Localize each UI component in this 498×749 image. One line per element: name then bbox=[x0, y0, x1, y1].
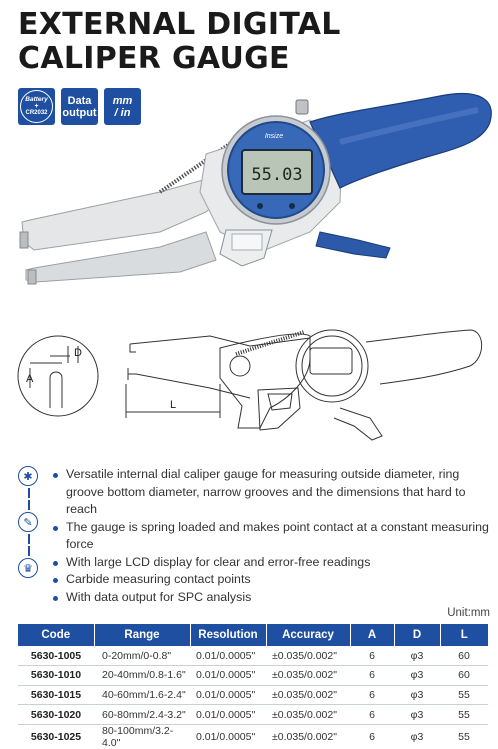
table-header-row bbox=[18, 624, 488, 646]
table-cell-range: 80-100mm/3.2-4.0" bbox=[94, 724, 190, 749]
units-badge: mm / in bbox=[104, 88, 141, 125]
header-d: D bbox=[394, 624, 440, 646]
list-item: With large LCD display for clear and error-free readings bbox=[52, 554, 492, 572]
diagram-lower-jaw bbox=[128, 374, 250, 398]
table-cell-l: 55 bbox=[440, 685, 488, 705]
icon-connector bbox=[28, 500, 30, 510]
table-row bbox=[18, 685, 488, 705]
finger-lever bbox=[316, 232, 390, 258]
dial-button-2 bbox=[289, 203, 295, 209]
icon-connector bbox=[28, 534, 30, 544]
table-cell-d: φ3 bbox=[394, 685, 440, 705]
brand-label: Insize bbox=[264, 133, 284, 140]
table-cell-a: 6 bbox=[350, 705, 394, 725]
dial-button-1 bbox=[257, 203, 263, 209]
lever-label bbox=[232, 234, 262, 250]
table-row bbox=[18, 705, 488, 725]
table-cell-range: 20-40mm/0.8-1.6" bbox=[94, 666, 190, 686]
table-cell-d: φ3 bbox=[394, 646, 440, 666]
diagram-body bbox=[220, 334, 310, 428]
header-code: Code bbox=[18, 624, 94, 646]
table-cell-l: 55 bbox=[440, 705, 488, 725]
table-cell-l: 60 bbox=[440, 666, 488, 686]
spec-table bbox=[18, 624, 488, 749]
diagram-lcd bbox=[310, 348, 352, 374]
table-cell-a: 6 bbox=[350, 646, 394, 666]
diagram-finger-lever bbox=[334, 408, 382, 440]
table-row bbox=[18, 646, 488, 666]
jaw-tip-lower bbox=[28, 270, 36, 284]
table-row bbox=[18, 724, 488, 749]
lcd-reading: 55.03 bbox=[251, 165, 303, 185]
list-item: The gauge is spring loaded and makes point contact at a constant measuring force bbox=[52, 519, 492, 554]
table-cell-code: 5630-1015 bbox=[18, 685, 94, 705]
table-cell-code: 5630-1020 bbox=[18, 705, 94, 725]
title-line-1: EXTERNAL DIGITAL bbox=[18, 7, 341, 42]
icon-connector bbox=[28, 546, 30, 556]
table-cell-d: φ3 bbox=[394, 666, 440, 686]
diagram-handle bbox=[366, 330, 482, 384]
table-cell-code: 5630-1010 bbox=[18, 666, 94, 686]
table-cell-a: 6 bbox=[350, 724, 394, 749]
table-row bbox=[18, 666, 488, 686]
table-cell-acc: ±0.035/0.002" bbox=[266, 705, 350, 725]
list-item: Carbide measuring contact points bbox=[52, 571, 492, 589]
table-cell-res: 0.01/0.0005" bbox=[190, 724, 266, 749]
table-cell-range: 40-60mm/1.6-2.4" bbox=[94, 685, 190, 705]
ruler-icon: ✎ bbox=[18, 512, 38, 532]
diagram-dial-inner bbox=[302, 336, 362, 396]
battery-badge bbox=[18, 88, 55, 125]
table-cell-res: 0.01/0.0005" bbox=[190, 666, 266, 686]
table-cell-l: 55 bbox=[440, 724, 488, 749]
unit-label: Unit:mm bbox=[447, 607, 490, 619]
table-cell-res: 0.01/0.0005" bbox=[190, 705, 266, 725]
label-a: A bbox=[26, 373, 34, 385]
table-cell-res: 0.01/0.0005" bbox=[190, 646, 266, 666]
feature-badges bbox=[18, 88, 141, 125]
header-accuracy: Accuracy bbox=[266, 624, 350, 646]
table-cell-acc: ±0.035/0.002" bbox=[266, 666, 350, 686]
table-cell-acc: ±0.035/0.002" bbox=[266, 646, 350, 666]
table-cell-d: φ3 bbox=[394, 724, 440, 749]
diagram-upper-jaw bbox=[130, 336, 310, 346]
header-l: L bbox=[440, 624, 488, 646]
header-range: Range bbox=[94, 624, 190, 646]
page-title bbox=[18, 8, 488, 76]
list-item: Versatile internal dial caliper gauge for measuring outside diameter, ring groove bottom diameter, narrow grooves and the dimensions that hard to reach bbox=[52, 466, 492, 519]
feature-icons bbox=[18, 466, 40, 578]
trophy-icon: ♛ bbox=[18, 558, 38, 578]
table-cell-code: 5630-1005 bbox=[18, 646, 94, 666]
battery-cap bbox=[296, 100, 308, 114]
table-cell-l: 60 bbox=[440, 646, 488, 666]
jaw-tip-upper bbox=[20, 232, 28, 248]
detail-jaw bbox=[50, 372, 62, 408]
label-d: D bbox=[74, 347, 82, 359]
table-cell-res: 0.01/0.0005" bbox=[190, 685, 266, 705]
list-item: With data output for SPC analysis bbox=[52, 589, 492, 607]
table-cell-acc: ±0.035/0.002" bbox=[266, 685, 350, 705]
diagram-round-hole bbox=[230, 356, 250, 376]
diagram-dial-outer bbox=[296, 330, 368, 402]
data-output-badge: Data output bbox=[61, 88, 98, 125]
gear-icon: ✱ bbox=[18, 466, 38, 486]
header-a: A bbox=[350, 624, 394, 646]
dimension-diagram bbox=[10, 318, 490, 448]
diagram-spring bbox=[236, 332, 304, 354]
header-resolution: Resolution bbox=[190, 624, 266, 646]
title-line-2: CALIPER GAUGE bbox=[18, 41, 290, 76]
handle bbox=[310, 94, 491, 188]
battery-icon: Battery + CR2032 bbox=[20, 90, 53, 123]
table-cell-a: 6 bbox=[350, 685, 394, 705]
feature-list bbox=[52, 466, 492, 606]
table-cell-acc: ±0.035/0.002" bbox=[266, 724, 350, 749]
table-cell-a: 6 bbox=[350, 666, 394, 686]
icon-connector bbox=[28, 488, 30, 498]
table-cell-code: 5630-1025 bbox=[18, 724, 94, 749]
spec-table-body bbox=[18, 646, 488, 749]
label-l: L bbox=[170, 399, 177, 411]
table-cell-range: 60-80mm/2.4-3.2" bbox=[94, 705, 190, 725]
table-cell-d: φ3 bbox=[394, 705, 440, 725]
table-cell-range: 0-20mm/0-0.8" bbox=[94, 646, 190, 666]
